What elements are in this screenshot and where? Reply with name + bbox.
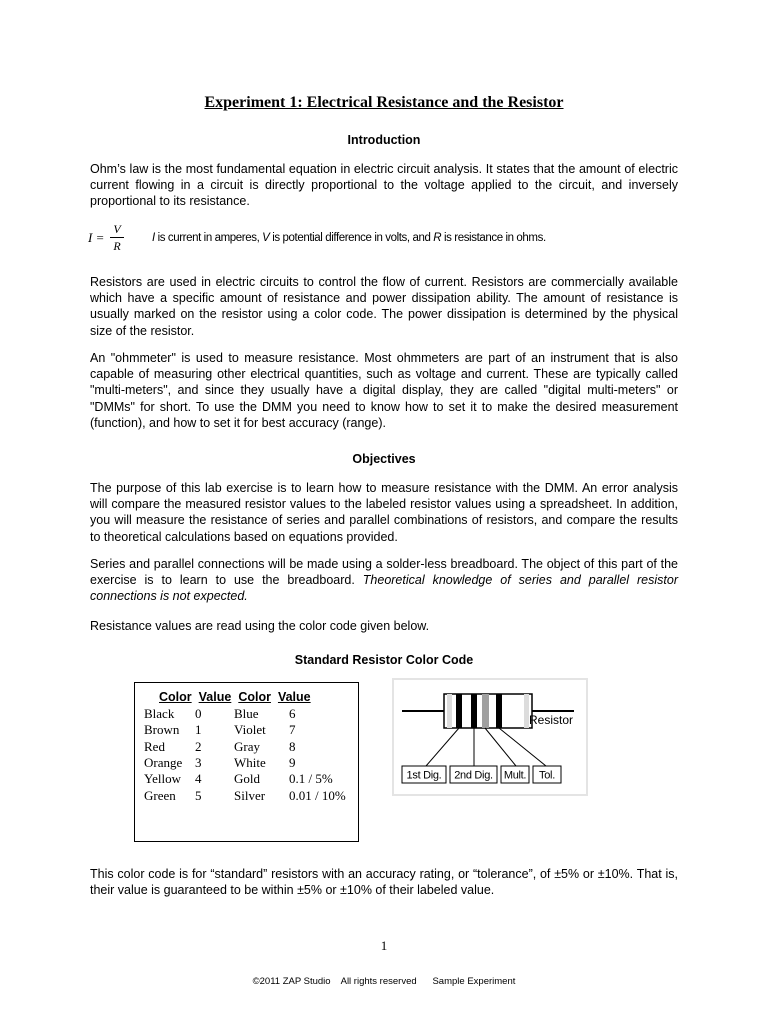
band-label-1st-digit: 1st Dig. — [406, 769, 442, 782]
table-cell: 2 — [195, 739, 202, 754]
table-cell: Green — [144, 788, 176, 803]
formula-description — [152, 232, 546, 244]
formula-numerator: V — [113, 222, 121, 236]
header-color-2: Color — [238, 690, 271, 704]
desc-part-2: is potential difference in volts, and — [269, 232, 434, 244]
table-cell: Yellow — [144, 771, 181, 786]
table-cell: Violet — [234, 722, 266, 737]
desc-part-1: is current in amperes, — [154, 232, 263, 244]
table-cell: Brown — [144, 722, 180, 737]
resistor-label: Resistor — [529, 713, 574, 727]
resistor-body-shade — [447, 694, 452, 728]
resistor-band-2 — [471, 694, 477, 728]
color-code-table — [134, 682, 359, 842]
resistor-band-4 — [496, 694, 502, 728]
ohms-law-formula — [88, 222, 688, 262]
band-label-tolerance: Tol. — [539, 769, 555, 782]
table-cell: Silver — [234, 788, 266, 803]
table-cell: 5 — [195, 788, 202, 803]
table-cell: Gold — [234, 771, 260, 786]
color-code-heading: Standard Resistor Color Code — [294, 653, 474, 667]
table-cell: Orange — [144, 755, 183, 770]
table-cell: 0.01 / 10% — [289, 788, 346, 803]
intro-paragraph-2: Resistors are used in electric circuits to control the flow of current. Resistors are commercially available which have a specific amount of resistance and power dissipation ability. The amount of resistance is usually marked on the resistor using a color code. The power dissipation is determined by the physical size of the resistor. — [90, 275, 678, 338]
var-v: V — [262, 232, 270, 244]
formula-fraction — [110, 222, 124, 254]
intro-paragraph-1: Ohm’s law is the most fundamental equation in electric circuit analysis. It states that the amount of electric current flowing in a circuit is directly proportional to the voltage applied to the circuit, and inversely proportional to its resistance. — [90, 162, 678, 209]
table-cell: 6 — [289, 706, 296, 721]
page-number: 1 — [380, 938, 388, 953]
table-cell: 4 — [195, 771, 202, 786]
table-cell: 9 — [289, 755, 296, 770]
formula-lhs: I = — [88, 230, 105, 245]
table-cell: Gray — [234, 739, 260, 754]
document-title: Experiment 1: Electrical Resistance and the Resistor — [204, 94, 564, 111]
resistor-band-1 — [456, 694, 462, 728]
table-cell: 8 — [289, 739, 296, 754]
table-cell: 0.1 / 5% — [289, 771, 333, 786]
objectives-paragraph-3: Resistance values are read using the color code given below. — [90, 619, 430, 633]
header-value-1: Value — [198, 690, 232, 704]
var-r: R — [433, 232, 442, 244]
band-label-2nd-digit: 2nd Dig. — [454, 769, 493, 782]
intro-paragraph-3: An "ohmmeter" is used to measure resistance. Most ohmmeters are part of an instrument that is also capable of measuring other electrical quantities, such as voltage and current. These are typically called "multi-meters", and since they usually have a digital display, they are called "digital multi-meters" or "DMMs" for short. To use the DMM you need to know how to set it to make the desired measurement (function), and how to set it for best accuracy (range). — [90, 351, 678, 430]
page-footer: ©2011 ZAP Studio All rights reserved Sample Experiment — [252, 976, 516, 987]
color-code-table-header — [159, 690, 311, 704]
objectives-heading: Objectives — [352, 452, 416, 466]
resistor-band-3 — [482, 694, 489, 728]
header-value-2: Value — [277, 690, 311, 704]
objectives-paragraph-1: The purpose of this lab exercise is to learn how to measure resistance with the DMM. An error analysis will compare the measured resistor values to the labeled resistor values using a spreadsheet. In addition, you will measure the resistance of series and parallel combinations of resistors, and compare the results to theoretical calculations based on equations provided. — [90, 481, 678, 544]
table-cell: Red — [144, 739, 165, 754]
pointer-line-4 — [499, 728, 546, 766]
table-cell: 7 — [289, 722, 296, 737]
resistor-diagram — [392, 678, 588, 796]
introduction-heading: Introduction — [347, 133, 421, 147]
desc-part-3: is resistance in ohms. — [441, 232, 546, 244]
objectives-paragraph-2 — [90, 556, 678, 605]
var-i: I — [152, 232, 155, 244]
objectives-paragraph-2-plain: Series and parallel connections will be made using a solder-less breadboard. The object of this part of the exercise is to learn to use the breadboard. — [90, 557, 678, 588]
table-cell: Black — [144, 706, 175, 721]
table-cell: 3 — [195, 755, 202, 770]
table-cell: 1 — [195, 722, 202, 737]
tolerance-paragraph: This color code is for “standard” resistors with an accuracy rating, or “tolerance”, of ±5% or ±10%. That is, their value is guaranteed to be within ±5% or ±10% of their labeled value. — [90, 867, 678, 898]
table-cell: Blue — [234, 706, 259, 721]
table-cell: 0 — [195, 706, 202, 721]
formula-denominator: R — [113, 239, 121, 253]
table-cell: White — [234, 755, 266, 770]
header-color-1: Color — [159, 690, 192, 704]
pointer-line-1 — [426, 728, 459, 766]
band-label-multiplier: Mult. — [503, 769, 527, 782]
objectives-paragraph-2-italic: Theoretical knowledge of series and parallel resistor connections is not expected. — [90, 573, 678, 604]
pointer-line-3 — [485, 728, 516, 766]
